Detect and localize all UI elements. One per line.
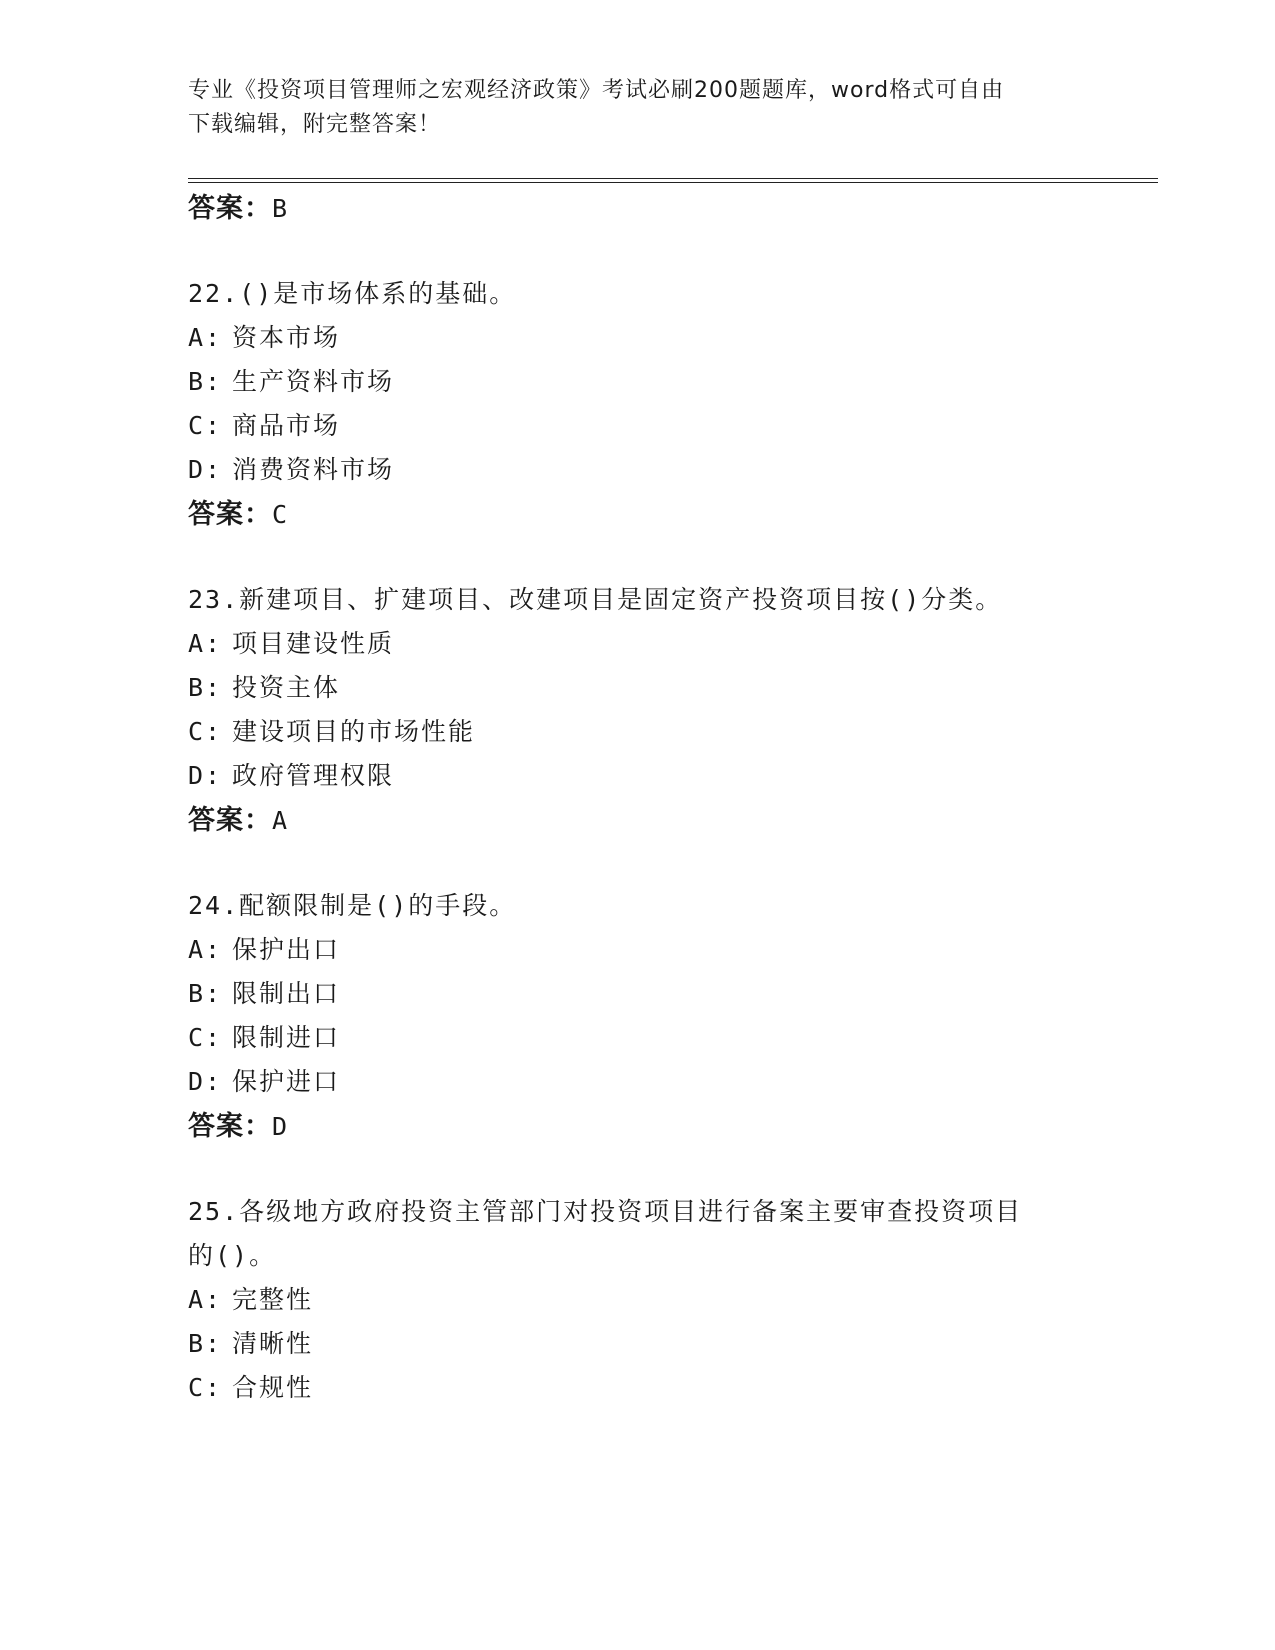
option-text: 商品市场 [232,411,341,440]
answer-value: A [272,806,289,835]
option-label: A: [188,323,223,352]
option-text: 资本市场 [232,323,341,352]
option-text: 清晰性 [232,1329,314,1358]
option-label: C: [188,411,223,440]
option-item [188,668,340,704]
answer-prefix: 答案： [188,193,272,224]
option-item [188,974,340,1010]
answer-prefix: 答案： [188,499,272,530]
answer-line [188,798,288,837]
option-label: D: [188,761,223,790]
answer-line [188,186,288,225]
option-text: 完整性 [232,1285,314,1314]
option-text: 消费资料市场 [232,455,395,484]
option-text: 保护出口 [232,935,341,964]
option-item [188,406,340,442]
option-item [188,712,475,748]
option-label: D: [188,1067,223,1096]
answer-value: C [272,500,289,529]
option-label: C: [188,1373,223,1402]
option-label: B: [188,367,223,396]
answer-line [188,492,288,531]
option-item [188,1062,340,1098]
answer-line [188,1104,288,1143]
option-text: 保护进口 [232,1067,341,1096]
option-label: D: [188,455,223,484]
option-text: 生产资料市场 [232,367,395,396]
option-text: 限制进口 [232,1023,341,1052]
option-text: 合规性 [232,1373,314,1402]
option-item [188,1324,313,1360]
option-item [188,362,394,398]
option-label: B: [188,979,223,1008]
question-stem: 24.配额限制是()的手段。 [188,891,517,920]
option-text: 项目建设性质 [232,629,395,658]
option-label: A: [188,935,223,964]
answer-prefix: 答案： [188,1111,272,1142]
option-text: 建设项目的市场性能 [232,717,476,746]
option-label: A: [188,1285,223,1314]
header-line-1: 专业《投资项目管理师之宏观经济政策》考试必刷200题题库，word格式可自由 [188,78,1005,103]
document-header [188,74,1088,142]
option-text: 限制出口 [232,979,341,1008]
option-item [188,1368,313,1404]
header-line-2: 下载编辑，附完整答案！ [188,112,442,137]
answer-prefix: 答案： [188,805,272,836]
header-divider [188,178,1158,183]
option-label: A: [188,629,223,658]
question-stem: 22.()是市场体系的基础。 [188,279,517,308]
option-item [188,450,394,486]
option-label: B: [188,1329,223,1358]
option-item [188,756,394,792]
question-stem: 25.各级地方政府投资主管部门对投资项目进行备案主要审查投资项目 [188,1197,1023,1226]
option-item [188,1280,313,1316]
question-stem-continued: 的()。 [188,1241,277,1270]
option-item [188,624,394,660]
option-label: B: [188,673,223,702]
option-item [188,1018,340,1054]
option-item [188,318,340,354]
answer-value: D [272,1112,289,1141]
option-text: 投资主体 [232,673,341,702]
option-item [188,930,340,966]
answer-value: B [272,194,289,223]
option-label: C: [188,1023,223,1052]
question-stem: 23.新建项目、扩建项目、改建项目是固定资产投资项目按()分类。 [188,585,1003,614]
option-text: 政府管理权限 [232,761,395,790]
option-label: C: [188,717,223,746]
